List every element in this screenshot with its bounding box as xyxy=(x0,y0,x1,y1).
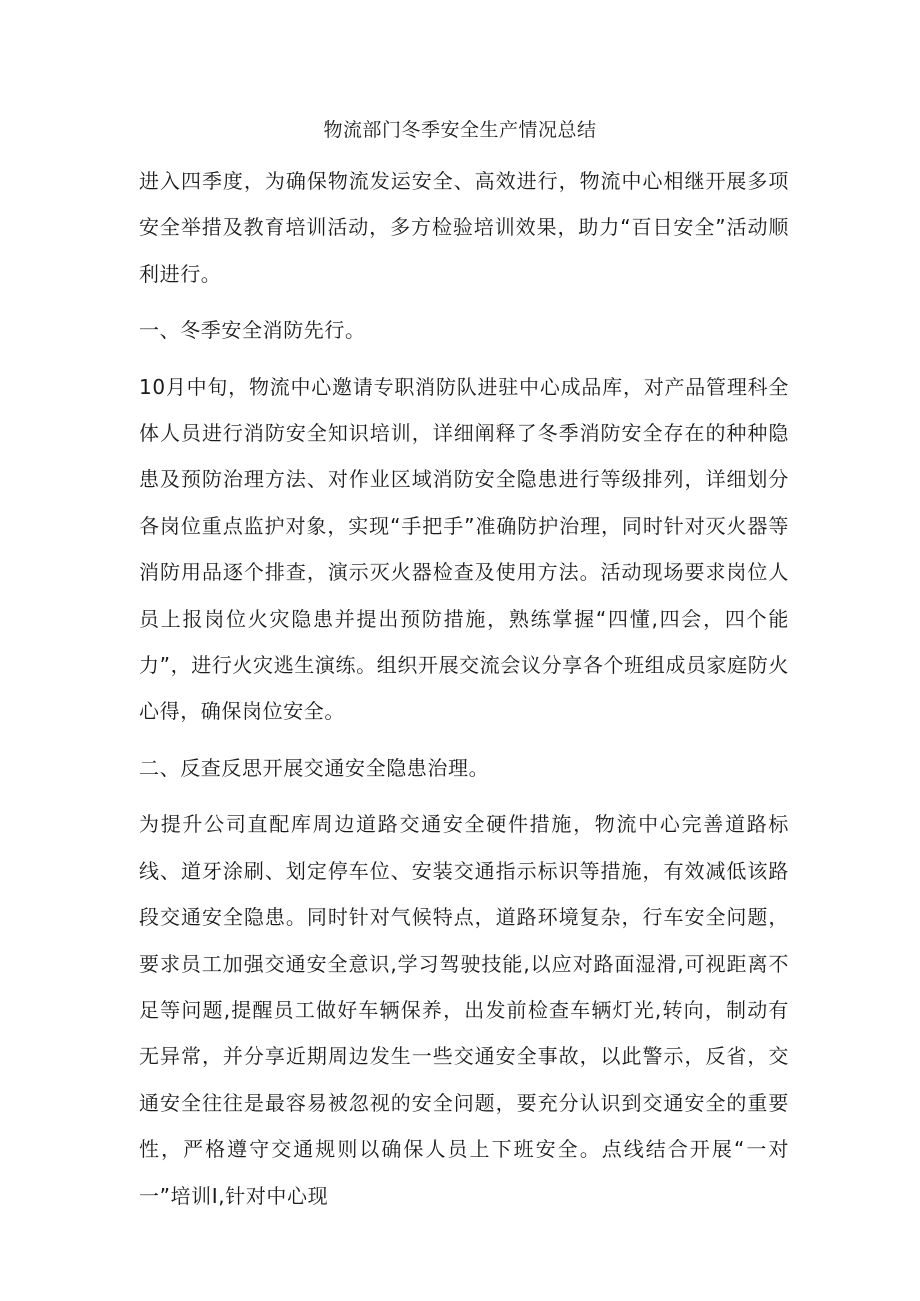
section-body-traffic-safety: 为提升公司直配库周边道路交通安全硬件措施，物流中心完善道路标线、道牙涂刷、划定停车位、安装交通指示标识等措施，有效减低该路段交通安全隐患。同时针对气候特点，道路环境复杂，行车安全问题，要求员工加强交通安全意识,学习驾驶技能,以应对路面湿滑,可视距离不足等问题,提醒员工做好车辆保养，出发前检查车辆灯光,转向，制动有无异常，并分享近期周边发生一些交通安全事故，以此警示，反省，交通安全往往是最容易被忽视的安全问题，要充分认识到交通安全的重要性，严格遵守交通规则以确保人员上下班安全。点线结合开展“一对一”培训I,针对中心现 xyxy=(139,812,789,1208)
section-body-fire-safety: 10月中旬，物流中心邀请专职消防队进驻中心成品库，对产品管理科全体人员进行消防安全知识培训，详细阐释了冬季消防安全存在的种种隐患及预防治理方法、对作业区域消防安全隐患进行等级排列，详细划分各岗位重点监护对象，实现“手把手”准确防护治理，同时针对灭火器等消防用品逐个排查，演示灭火器检查及使用方法。活动现场要求岗位人员上报岗位火灾隐患并提出预防措施，熟练掌握“四懂,四会，四个能力”，进行火灾逃生演练。组织开展交流会议分享各个班组成员家庭防火心得，确保岗位安全。 xyxy=(139,374,789,724)
document-body xyxy=(139,158,789,1219)
section-heading-fire-safety: 一、冬季安全消防先行。 xyxy=(139,318,366,343)
intro-paragraph: 进入四季度，为确保物流发运安全、高效进行，物流中心相继开展多项安全举措及教育培训活动，多方检验培训效果，助力“百日安全”活动顺利进行。 xyxy=(139,169,789,286)
document-title: 物流部门冬季安全生产情况总结 xyxy=(323,119,597,141)
section-heading-traffic-safety: 二、反查反思开展交通安全隐患治理。 xyxy=(139,755,490,780)
